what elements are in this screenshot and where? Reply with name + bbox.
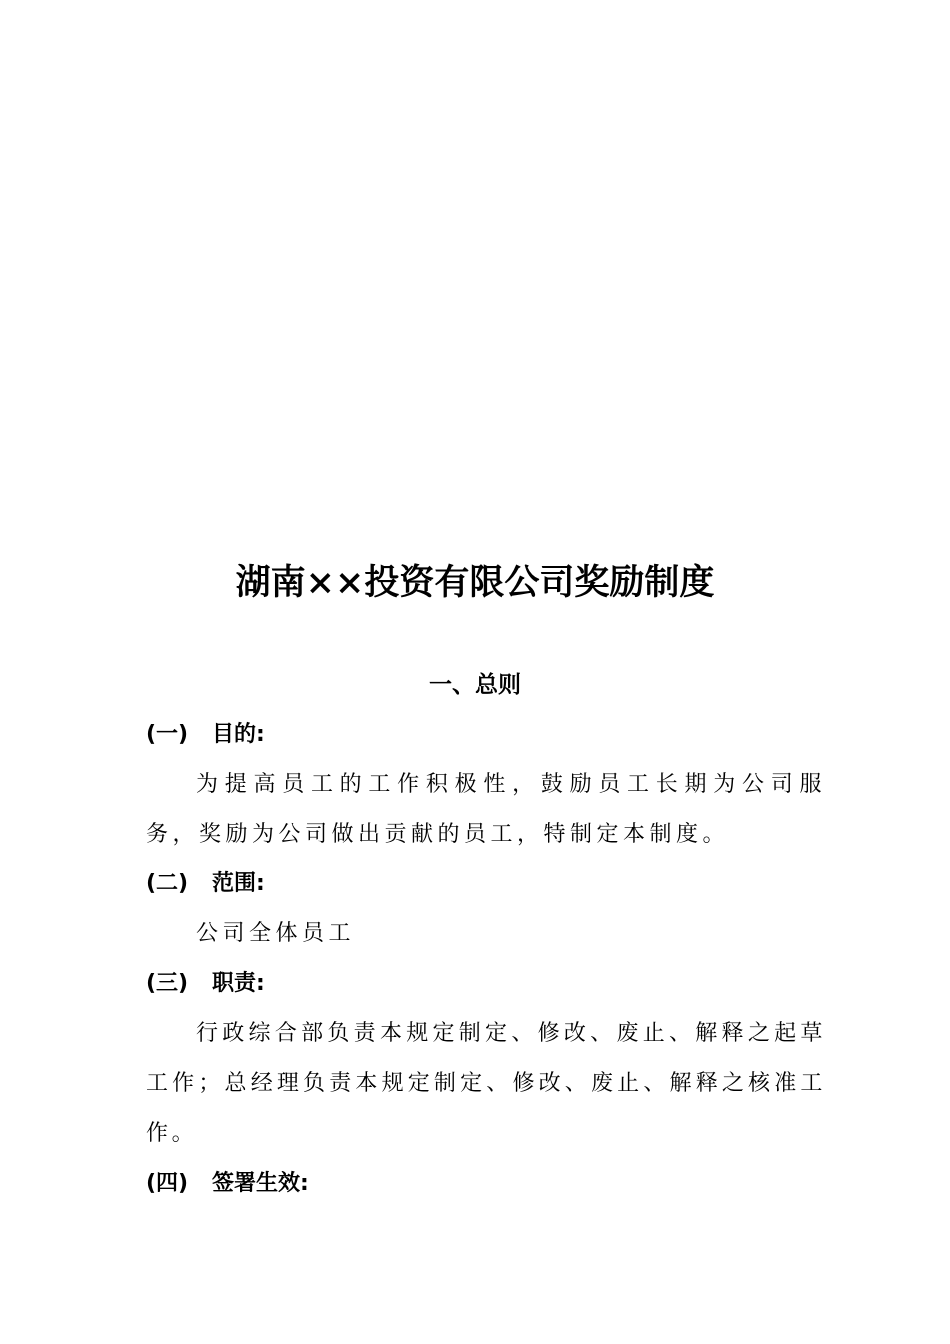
section-heading-purpose [146,718,265,752]
section-title: 签署生效: [212,1171,309,1196]
section-title: 目的: [212,722,265,747]
section-body-scope: 公司全体员工 [196,921,356,946]
section-number: (四) [146,1171,189,1196]
section-number: (三) [146,971,189,996]
document-title: 湖南××投资有限公司奖励制度 [235,562,715,603]
section-title: 范围: [212,871,265,896]
section-body-responsibilities: 行政综合部负责本规定制定、修改、废止、解释之起草工作；总经理负责本规定制定、修改、废止、解释之核准工作。 [146,1021,826,1146]
section-heading-scope [146,867,265,901]
section-heading-responsibilities [146,967,265,1001]
section-number: (一) [146,722,189,747]
chapter-heading: 一、总则 [429,672,521,698]
section-heading-effective [146,1167,309,1201]
section-body-purpose: 为提高员工的工作积极性，鼓励员工长期为公司服务，奖励为公司做出贡献的员工，特制定本制度。 [146,772,826,847]
section-number: (二) [146,871,189,896]
section-title: 职责: [212,971,265,996]
